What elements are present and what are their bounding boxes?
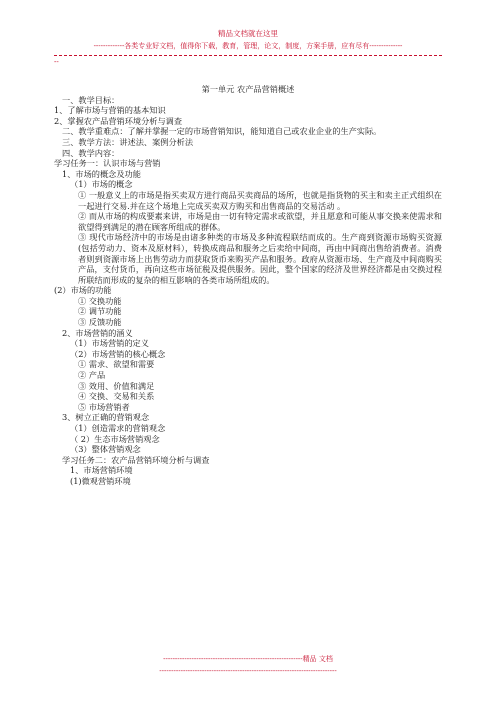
task-heading: 学习任务二：农产品营销环境分析与调查 bbox=[62, 454, 210, 465]
subsection-heading: 3、树立正确的营销观念 bbox=[62, 412, 150, 423]
objective-item: 2、掌握农产品营销环境分析与调查 bbox=[54, 115, 183, 126]
body-paragraph: ① 一般意义上的市场是指买卖双方进行商品买卖商品的场所，也就是指货物的买主和卖主正式组织在一起进行交易.并在这个场地上完成买卖双方购买和出售商品的交易活动 。 bbox=[78, 189, 442, 211]
subsection-item: （3）整体营销观念 bbox=[70, 444, 141, 455]
subsection-item: （1）市场营销的定义 bbox=[70, 338, 149, 349]
section-heading: 一、教学目标： bbox=[62, 94, 120, 105]
objective-item: 1、了解市场与营销的基本知识 bbox=[54, 105, 166, 116]
header-title: 精品文档就在这里 bbox=[218, 29, 278, 38]
list-item: ④ 交换、交易和关系 bbox=[78, 391, 155, 402]
body-paragraph: ③ 现代市场经济中的市场是由诸多种类的市场及多种流程联结而成的。生产商到资源市场购买资源(包括劳动力、资本及原材料），转换成商品和服务之后卖给中间商，再由中间商出售给消费者。消费者则到资源市场上出售劳动力而获取货币来购买产品和服务。政府从资源市场、生产商及中间商购买产品，支付货币，再向这些市场征税及提供服务。因此，整个国家的经济及世界经济都是由交换过程所联结而形成的复杂的相互影响的各类市场所组成的。 bbox=[78, 232, 442, 285]
header-divider bbox=[54, 55, 442, 56]
list-item: ③ 效用、价值和满足 bbox=[78, 380, 155, 391]
footer-line-2: --------------------------------------------------------------------------- bbox=[159, 667, 337, 675]
footer-line-1: -----------------------------------------------------------精品 文档 bbox=[163, 655, 333, 663]
subsection-item: (2）市场的功能 bbox=[54, 285, 112, 296]
header-banner: -------------各类专业好文档，值得你下载，教育，管理，论文，制度，方案手册，应有尽有-------------- bbox=[93, 42, 403, 50]
list-item: ② 产品 bbox=[78, 370, 106, 381]
list-item: ① 需求、欲望和需要 bbox=[78, 359, 155, 370]
subsection-heading: 1、市场的概念及功能 bbox=[62, 168, 141, 179]
document-body bbox=[54, 84, 442, 487]
section-heading: 四、教学内容： bbox=[62, 147, 120, 158]
unit-title: 第一单元 农产品营销概述 bbox=[201, 84, 295, 94]
section-heading: 三、教学方法：讲述法、案例分析法 bbox=[62, 136, 194, 147]
list-item: ① 交换功能 bbox=[78, 295, 122, 306]
subsection-item: （2）市场营销的核心概念 bbox=[70, 348, 166, 359]
body-paragraph: ② 而从市场的构成要素来讲，市场是由一切有特定需求或欲望，并且愿意和可能从事交换来使需求和欲望得到满足的潜在顾客所组成的群体。 bbox=[78, 211, 442, 232]
subsection-heading: 1、市场营销环境 bbox=[70, 465, 133, 476]
subsection-item: （1）创造需求的营销观念 bbox=[70, 423, 166, 433]
subsection-heading: 2、市场营销的涵义 bbox=[62, 327, 133, 338]
subsection-item: （1）市场的概念 bbox=[70, 179, 133, 190]
list-item: ③ 反馈功能 bbox=[78, 317, 122, 328]
list-item: ② 调节功能 bbox=[78, 306, 122, 317]
subsection-item: （ 2）生态市场营销观念 bbox=[70, 433, 160, 444]
section-paragraph: 二、教学重难点：了解并掌握一定的市场营销知识，能知道自己或农业企业的生产实际。 bbox=[62, 126, 382, 137]
subsection-item: (1)微观营销环境 bbox=[70, 475, 131, 486]
list-item: ⑤ 市场营销者 bbox=[78, 401, 130, 412]
header-dash: -- bbox=[54, 58, 59, 66]
task-heading: 学习任务一：认识市场与营销 bbox=[54, 158, 161, 169]
